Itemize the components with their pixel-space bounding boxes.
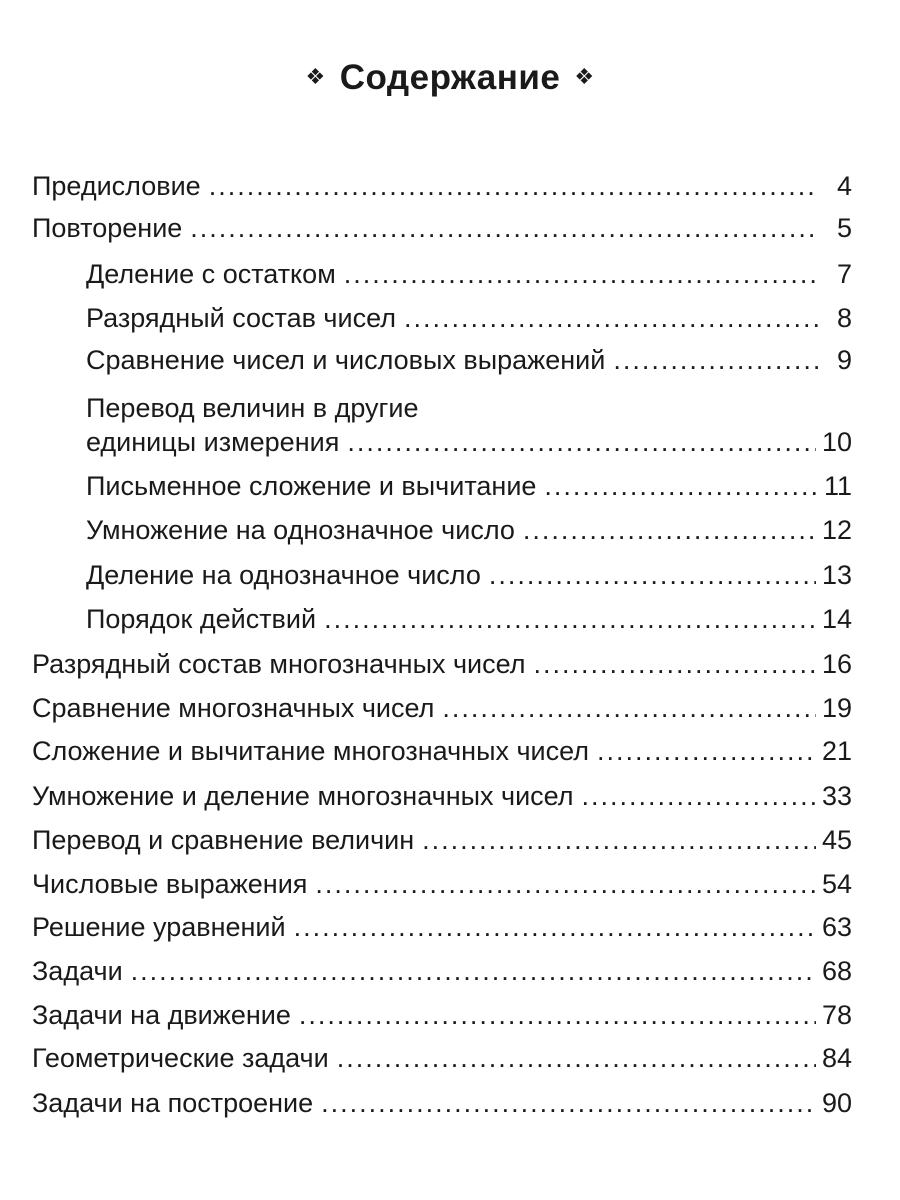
toc-entry — [32, 780, 852, 812]
toc-subentry — [86, 344, 852, 376]
dot-leader — [422, 824, 816, 856]
toc-entry — [32, 824, 852, 856]
toc-entry-page: 21 — [821, 736, 852, 766]
dot-leader — [315, 868, 816, 900]
dot-leader — [294, 911, 816, 943]
dot-leader — [299, 999, 816, 1031]
toc-entry-title: Умножение на однозначное число — [86, 515, 515, 545]
toc-entry-title: Повторение — [32, 213, 183, 243]
dot-leader — [597, 735, 816, 767]
toc-entry-title: Геометрические задачи — [32, 1043, 329, 1073]
toc-entry — [32, 1042, 852, 1074]
toc-entry-page: 63 — [821, 912, 852, 942]
toc-entry-title: Разрядный состав чисел — [86, 303, 396, 333]
toc-subentry — [86, 514, 852, 546]
toc-entry-page: 4 — [836, 171, 852, 201]
toc-entry-title: Порядок действий — [86, 604, 317, 634]
toc-entry-title-line1: Перевод величин в другие — [86, 393, 419, 423]
toc-entry — [32, 868, 852, 900]
toc-entry — [32, 212, 852, 244]
toc-entry — [32, 170, 852, 202]
toc-entry-title: Разрядный состав многозначных чисел — [32, 649, 526, 679]
toc-entry-title: Деление с остатком — [86, 259, 336, 289]
toc-entry-title: Сравнение чисел и числовых выражений — [86, 345, 606, 375]
toc-entry-title: Решение уравнений — [32, 912, 286, 942]
toc-entry-page: 54 — [821, 869, 852, 899]
toc-entry — [32, 648, 852, 680]
toc-entry-page: 14 — [821, 604, 852, 634]
dot-leader — [582, 780, 816, 812]
toc-entry — [32, 999, 852, 1031]
dot-leader — [489, 559, 816, 591]
toc-subentry — [86, 603, 852, 635]
dot-leader — [321, 1087, 816, 1119]
toc-entry — [32, 955, 852, 987]
toc-entry-page: 12 — [821, 515, 852, 545]
toc-entry-title: Задачи — [32, 956, 123, 986]
toc-entry-page: 13 — [821, 560, 852, 590]
toc-entry-title: единицы измерения — [86, 427, 340, 457]
toc-entry-title: Задачи на движение — [32, 1000, 291, 1030]
toc-entry-page: 68 — [821, 956, 852, 986]
toc-entry-title: Деление на однозначное число — [86, 560, 481, 590]
toc-entry-title: Умножение и деление многозначных чисел — [32, 781, 574, 811]
toc-entry — [32, 911, 852, 943]
toc-entry-page: 10 — [821, 427, 852, 457]
toc-entry — [32, 1087, 852, 1119]
toc-entry-page: 16 — [821, 649, 852, 679]
toc-entry-page: 45 — [821, 825, 852, 855]
toc-subentry — [86, 302, 852, 334]
diamond-ornament-icon: ❖ — [574, 63, 595, 89]
dot-leader — [613, 344, 818, 376]
toc-entry-page: 90 — [821, 1088, 852, 1118]
dot-leader — [344, 258, 818, 290]
toc-entry-page: 84 — [821, 1043, 852, 1073]
page-title-text: Содержание — [339, 58, 561, 97]
toc-entry-page: 78 — [821, 1000, 852, 1030]
toc-entry-title: Перевод и сравнение величин — [32, 825, 415, 855]
dot-leader — [324, 603, 816, 635]
toc-entry-page: 19 — [821, 693, 852, 723]
dot-leader — [404, 302, 818, 334]
dot-leader — [534, 648, 816, 680]
toc-entry-page: 8 — [836, 303, 852, 333]
diamond-ornament-icon: ❖ — [305, 63, 326, 89]
toc-subentry — [86, 426, 852, 458]
dot-leader — [442, 692, 816, 724]
dot-leader — [347, 426, 816, 458]
toc-entry-title: Сравнение многозначных чисел — [32, 693, 435, 723]
dot-leader — [523, 514, 816, 546]
toc-entry-title: Сложение и вычитание многозначных чисел — [32, 736, 590, 766]
toc-entry-title: Письменное сложение и вычитание — [86, 471, 537, 501]
dot-leader — [131, 955, 816, 987]
toc-subentry — [86, 258, 852, 290]
toc-entry-page: 11 — [823, 471, 852, 501]
toc-entry — [32, 735, 852, 767]
dot-leader — [209, 170, 818, 202]
toc-subentry — [86, 470, 852, 502]
toc-entry-page: 5 — [836, 213, 852, 243]
toc-subentry — [86, 559, 852, 591]
toc-entry-title: Задачи на построение — [32, 1088, 314, 1118]
toc-entry-title: Числовые выражения — [32, 869, 308, 899]
dot-leader — [190, 212, 818, 244]
toc-entry-title: Предисловие — [32, 171, 201, 201]
toc-entry-page: 9 — [836, 345, 852, 375]
toc-entry — [32, 692, 852, 724]
dot-leader — [337, 1042, 816, 1074]
dot-leader — [544, 470, 818, 502]
toc-entry-page: 33 — [821, 781, 852, 811]
toc-entry-page: 7 — [836, 259, 852, 289]
